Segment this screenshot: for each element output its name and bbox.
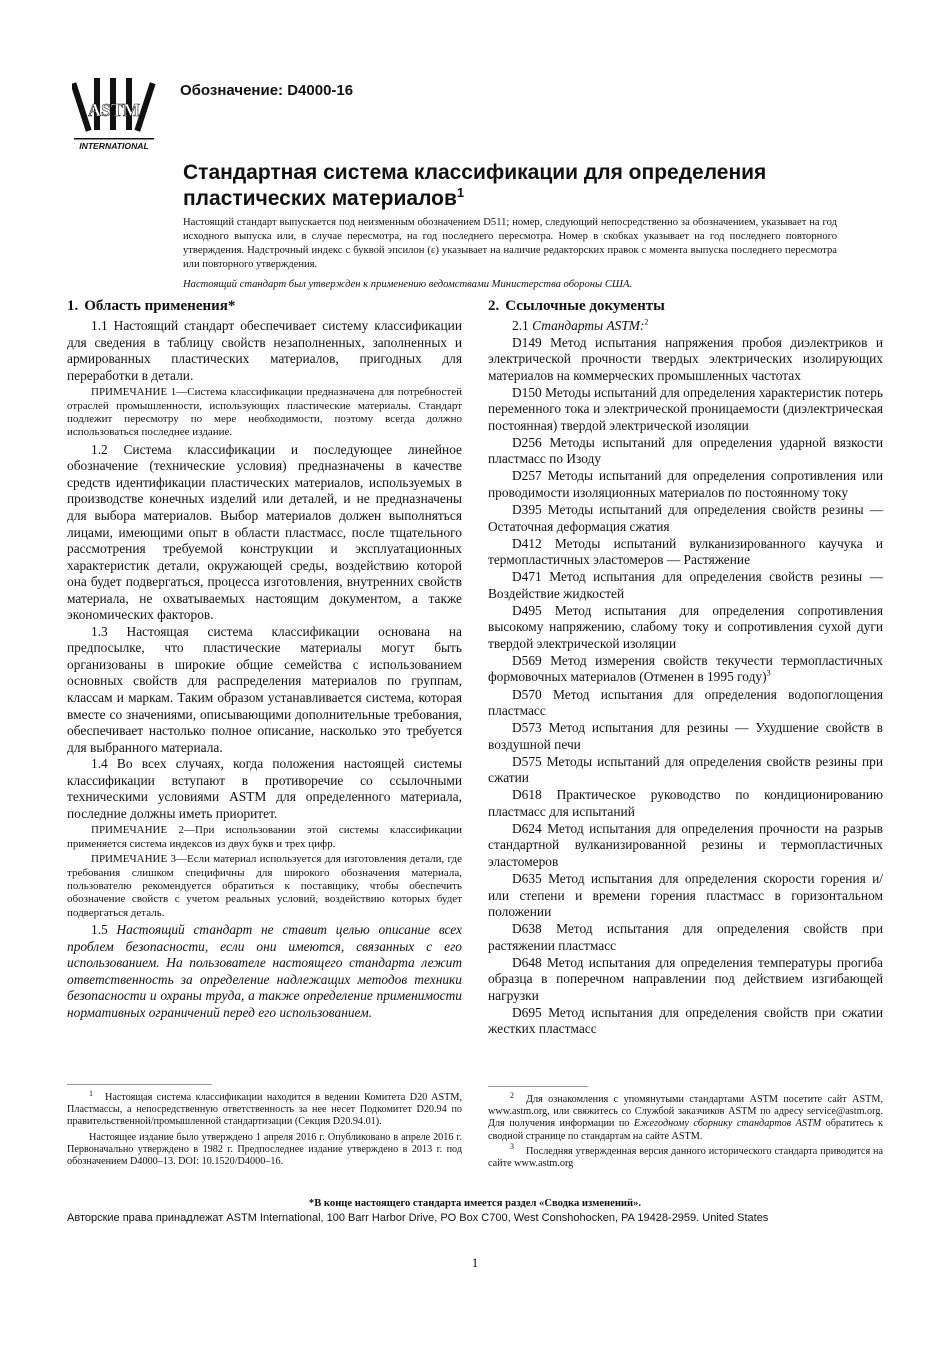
paragraph-1-1: 1.1 Настоящий стандарт обеспечивает систему классификации для сведения в таблицу свойств незаполненных, заполненных и армированных пластических материалов, пригодных для переработки в детали.	[67, 318, 462, 383]
ref-d471: D471 Метод испытания для определения свойств резины — Воздействие жидкостей	[488, 569, 883, 601]
paragraph-1-4: 1.4 Во всех случаях, когда положения настоящей системы классификации вступают в противоречие со ссылочными техническими условиями ASTM для определенного материала, последние должны иметь приоритет.	[67, 756, 462, 821]
ref-d573: D573 Метод испытания для резины — Ухудшение свойств в воздушной печи	[488, 720, 883, 752]
note-2: ПРИМЕЧАНИЕ 2—При использовании этой системы классификации применяется система индексов из двух букв и трех цифр.	[67, 824, 462, 850]
footnotes-right	[488, 1090, 884, 1173]
paragraph-1-2: 1.2 Система классификации и последующее линейное обозначение (технические условия) предназначены в качестве средств идентификации пластических материалов, используемых в производстве конечных изделий или деталей, и не предназначены для выбора материалов. Выбор материалов должен выполняться лицами, имеющими опыт в области пластмасс, после тщательного рассмотрения требуемой конструкции и эксплуатационных характеристик детали, окружающей среды, воздействию которой она будет подвергаться, процесса изготовления, внутренних свойств материала, не охватываемых настоящим документом, а также экономических факторов.	[67, 441, 462, 623]
ref-d149: D149 Метод испытания напряжения пробоя диэлектриков и электрической прочности твердых электрических изолирующих материалов на коммерческих промышленных частотах	[488, 334, 883, 383]
footnote-1: $^1$ Настоящая система классификации находится в ведении Комитета D20 ASTM, Пластмассы, а непосредственную ответственность за нее несет Подкомитет D20.94 по правительственной/промышленной стандартизации (Секция D20.94.01).	[67, 1088, 462, 1128]
preamble: Настоящий стандарт выпускается под неизменным обозначением D511; номер, следующий непосредственно за обозначением, указывает на год исходного выпуска или, в случае пересмотра, на год последнего пересмотра. Номер в скобках указывает на год последнего повторного утверждения. Надстрочный индекс с буквой эпсилон (ε) указывает на наличие редакторских правок с момента выпуска последнего пересмотра или повторного утверждения.	[183, 217, 837, 270]
left-column	[67, 297, 462, 1022]
ref-d695: D695 Метод испытания для определения свойств при сжатии жестких пластмасс	[488, 1004, 883, 1037]
paragraph-1-5: 1.5 Настоящий стандарт не ставит целью описание всех проблем безопасности, если они имеются, связанных с его использованием. На пользователе настоящего стандарта лежит ответственность за определение надлежащих методов техники безопасности и охраны труда, а также определение применимости нормативных ограничений перед его использованием.	[67, 922, 462, 1020]
summary-of-changes-note: *В конце настоящего стандарта имеется раздел «Сводка изменений».	[308, 1198, 642, 1209]
note-3: ПРИМЕЧАНИЕ 3—Если материал используется для изготовления детали, где требования слишком специфичны для широкого обозначения материала, пользователю рекомендуется обратиться к поставщику, чтобы обеспечить обозначение свойств с учетом реальных условий, воздействию которых будет подвергаться деталь.	[67, 853, 462, 919]
svg-text:ASTM: ASTM	[87, 100, 141, 120]
designation: Обозначение: D4000-16	[180, 82, 354, 99]
ref-d395: D395 Методы испытаний для определения свойств резины — Остаточная деформация сжатия	[488, 502, 883, 534]
footnote-3: $^3$ Последняя утвержденная версия данного исторического стандарта приводится на сайте www.astm.org	[488, 1142, 883, 1170]
footnotes-left	[67, 1088, 462, 1171]
page-number: 1	[471, 1255, 479, 1270]
approval-note: Настоящий стандарт был утвержден к применению ведомствами Министерства обороны США.	[183, 279, 633, 290]
paragraph-1-3: 1.3 Настоящая система классификации основана на предпосылке, что пластические материалы могут быть организованы в широкие общие семейства с использованием основных свойств для распределения материалов по группам, классам и маркам. Таким образом устанавливается система, которая вместе со значениями, описывающими дополнительные требования, обеспечивает настолько полное описание, насколько это требуется для выбранного материала.	[67, 623, 462, 755]
note-1: ПРИМЕЧАНИЕ 1—Система классификации предназначена для потребностей отраслей промышленности, использующих пластические материалы. Стандарт подлежит пересмотру по мере необходимости, поэтому всегда должно использоваться последнее издание.	[67, 386, 462, 439]
footnote-1b: Настоящее издание было утверждено 1 апреля 2016 г. Опубликовано в апреле 2016 г. Первоначально утверждено в 1982 г. Предпоследнее издание утверждено в 2013 г. под обозначением D4000–13. DOI: 10.1520/D4000–16.	[67, 1131, 462, 1168]
footnote-rule-right	[488, 1086, 588, 1087]
ref-d575: D575 Методы испытаний для определения свойств резины при сжатии	[488, 753, 883, 786]
ref-d638: D638 Метод испытания для определения свойств при растяжении пластмасс	[488, 921, 883, 953]
subsection-2-1: 2.1 Стандарты ASTM:$^2$	[512, 317, 649, 333]
ref-d624: D624 Метод испытания для определения прочности на разрыв стандартной вулканизированной резины и термопластичных эластомеров	[488, 820, 883, 869]
ref-d648: D648 Метод испытания для определения температуры прогиба образца в поперечном направлении под действием изгибающей нагрузки	[488, 954, 883, 1003]
footnote-rule-left	[67, 1084, 212, 1085]
copyright: Авторские права принадлежат ASTM International, 100 Barr Harbor Drive, PO Box C700, West Conshohocken, PA 19428-2959. United States	[67, 1212, 769, 1224]
ref-d569: D569 Метод измерения свойств текучести термопластичных формовочных материалов (Отменен в 1995 году)$^3$	[488, 652, 883, 685]
ref-d618: D618 Практическое руководство по кондиционированию пластмасс для испытаний	[488, 787, 883, 819]
ref-d257: D257 Методы испытаний для определения сопротивления или проводимости изоляционных материалов по постоянному току	[488, 468, 883, 500]
ref-d412: D412 Методы испытаний вулканизированного каучука и термопластичных эластомеров — Растяжение	[488, 535, 883, 568]
section-1-heading: 1. Область применения*	[67, 298, 236, 314]
ref-d635: D635 Метод испытания для определения скорости горения и/или степени и времени горения пластмасс в горизонтальном положении	[488, 871, 883, 920]
ref-d495: D495 Метод испытания для определения сопротивления высокому напряжению, слабому току и сопротивления сухой дуги твердой электрической изоляции	[488, 602, 883, 651]
ref-d570: D570 Метод испытания для определения водопоглощения пластмасс	[488, 686, 883, 719]
section-2-heading: 2. Ссылочные документы	[488, 298, 665, 314]
ref-d150: D150 Методы испытаний для определения характеристик потерь переменного тока и электрической проницаемости (диэлектрическая постоянная) твердой электрической изоляции	[488, 384, 883, 433]
ref-d256: D256 Методы испытаний для определения ударной вязкости пластмасс по Изоду	[488, 434, 883, 467]
astm-logo	[72, 76, 156, 152]
svg-text:INTERNATIONAL: INTERNATIONAL	[79, 141, 149, 151]
document-title: Стандартная система классификации для определения пластических материалов$^1$	[183, 161, 767, 210]
footnote-2: $^2$ Для ознакомления с упомянутыми стандартами ASTM посетите сайт ASTM, www.astm.org, или свяжитесь со Службой заказчиков ASTM по адресу service@astm.org. Для получения информации по Ежегодному сборнику стандартов ASTM обратитесь к сводной странице по стандартам на сайте ASTM.	[488, 1090, 884, 1142]
right-column	[488, 297, 883, 1039]
